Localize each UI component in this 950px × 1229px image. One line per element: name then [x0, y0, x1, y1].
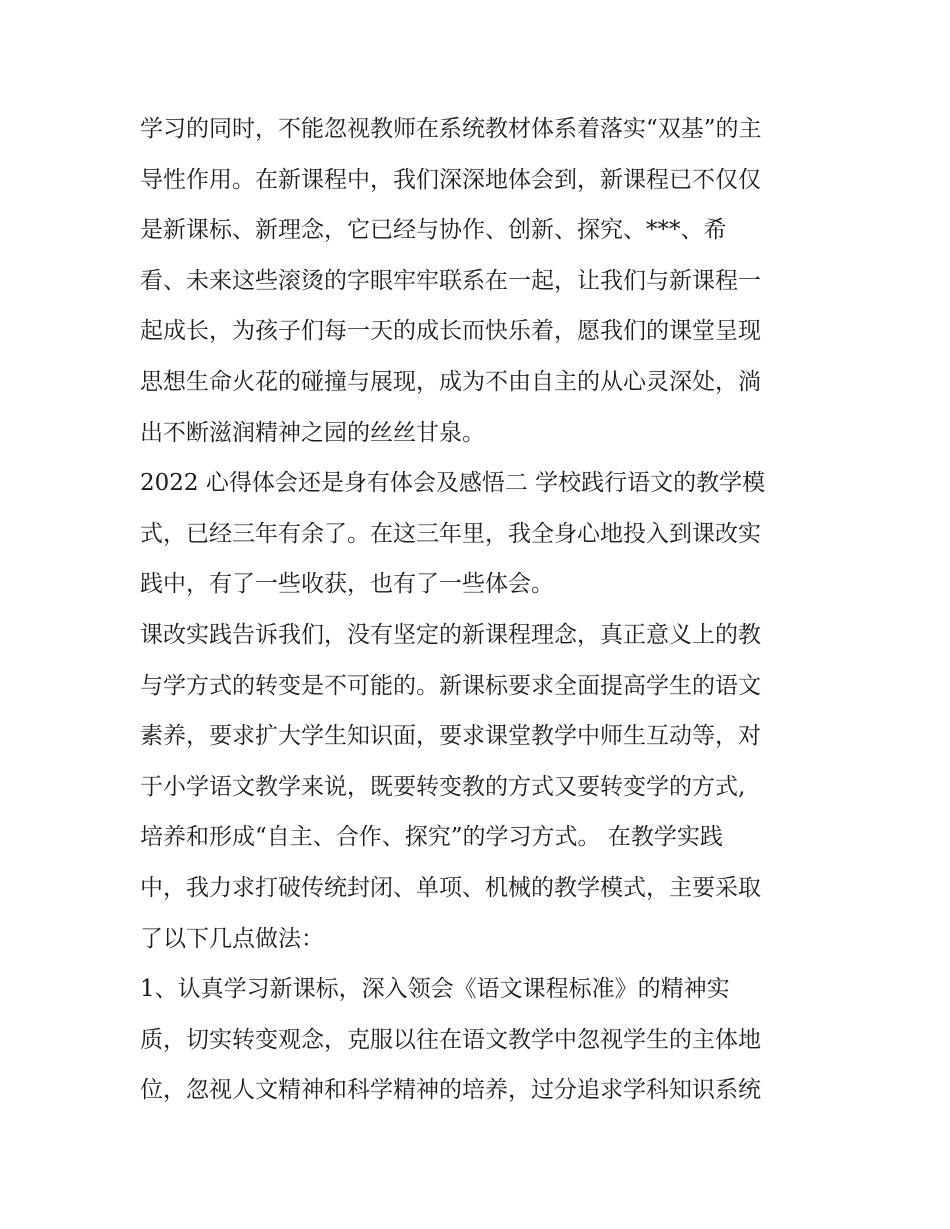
text-line: 与学方式的转变是不可能的。新课标要求全面提高学生的语文 [140, 672, 761, 699]
text-line: 是新课标、新理念，它已经与协作、创新、探究、***、希 [140, 217, 727, 244]
text-line: 质，切实转变观念，克服以往在语文教学中忽视学生的主体地 [140, 1026, 761, 1053]
text-line: 位，忽视人文精神和科学精神的培养，过分追求学科知识系统 [140, 1077, 761, 1104]
text-line: 于小学语文教学来说，既要转变教的方式又要转变学的方式, [140, 773, 746, 800]
text-line: 导性作用。在新课程中，我们深深地体会到，新课程已不仅仅 [140, 166, 761, 193]
text-line: 式，已经三年有余了。在这三年里，我全身心地投入到课改实 [140, 520, 761, 547]
text-line: 起成长，为孩子们每一天的成长而快乐着，愿我们的课堂呈现 [140, 318, 761, 345]
text-line: 中，我力求打破传统封闭、单项、机械的教学模式，主要采取 [140, 874, 761, 901]
text-line: 课改实践告诉我们，没有坚定的新课程理念，真正意义上的教 [140, 621, 761, 648]
text-line: 看、未来这些滚烫的字眼牢牢联系在一起，让我们与新课程一 [140, 267, 761, 294]
document-body [140, 104, 820, 1116]
text-line: 1、认真学习新课标，深入领会《语文课程标准》的精神实 [140, 976, 730, 1003]
text-line: 出不断滋润精神之园的丝丝甘泉。 [140, 419, 485, 446]
text-line: 思想生命火花的碰撞与展现，成为不由自主的从心灵深处，淌 [140, 368, 761, 395]
text-line: 学习的同时，不能忽视教师在系统教材体系着落实“双基”的主 [140, 116, 762, 142]
text-line: 践中，有了一些收获，也有了一些体会。 [140, 571, 554, 598]
text-line: 了以下几点做法： [140, 925, 324, 952]
text-line: 培养和形成“自主、合作、探究”的学习方式。 在教学实践 [140, 824, 723, 851]
text-line: 2022 心得体会还是身有体会及感悟二 学校践行语文的教学模 [140, 470, 766, 497]
text-line: 素养，要求扩大学生知识面，要求课堂教学中师生互动等，对 [140, 723, 761, 750]
